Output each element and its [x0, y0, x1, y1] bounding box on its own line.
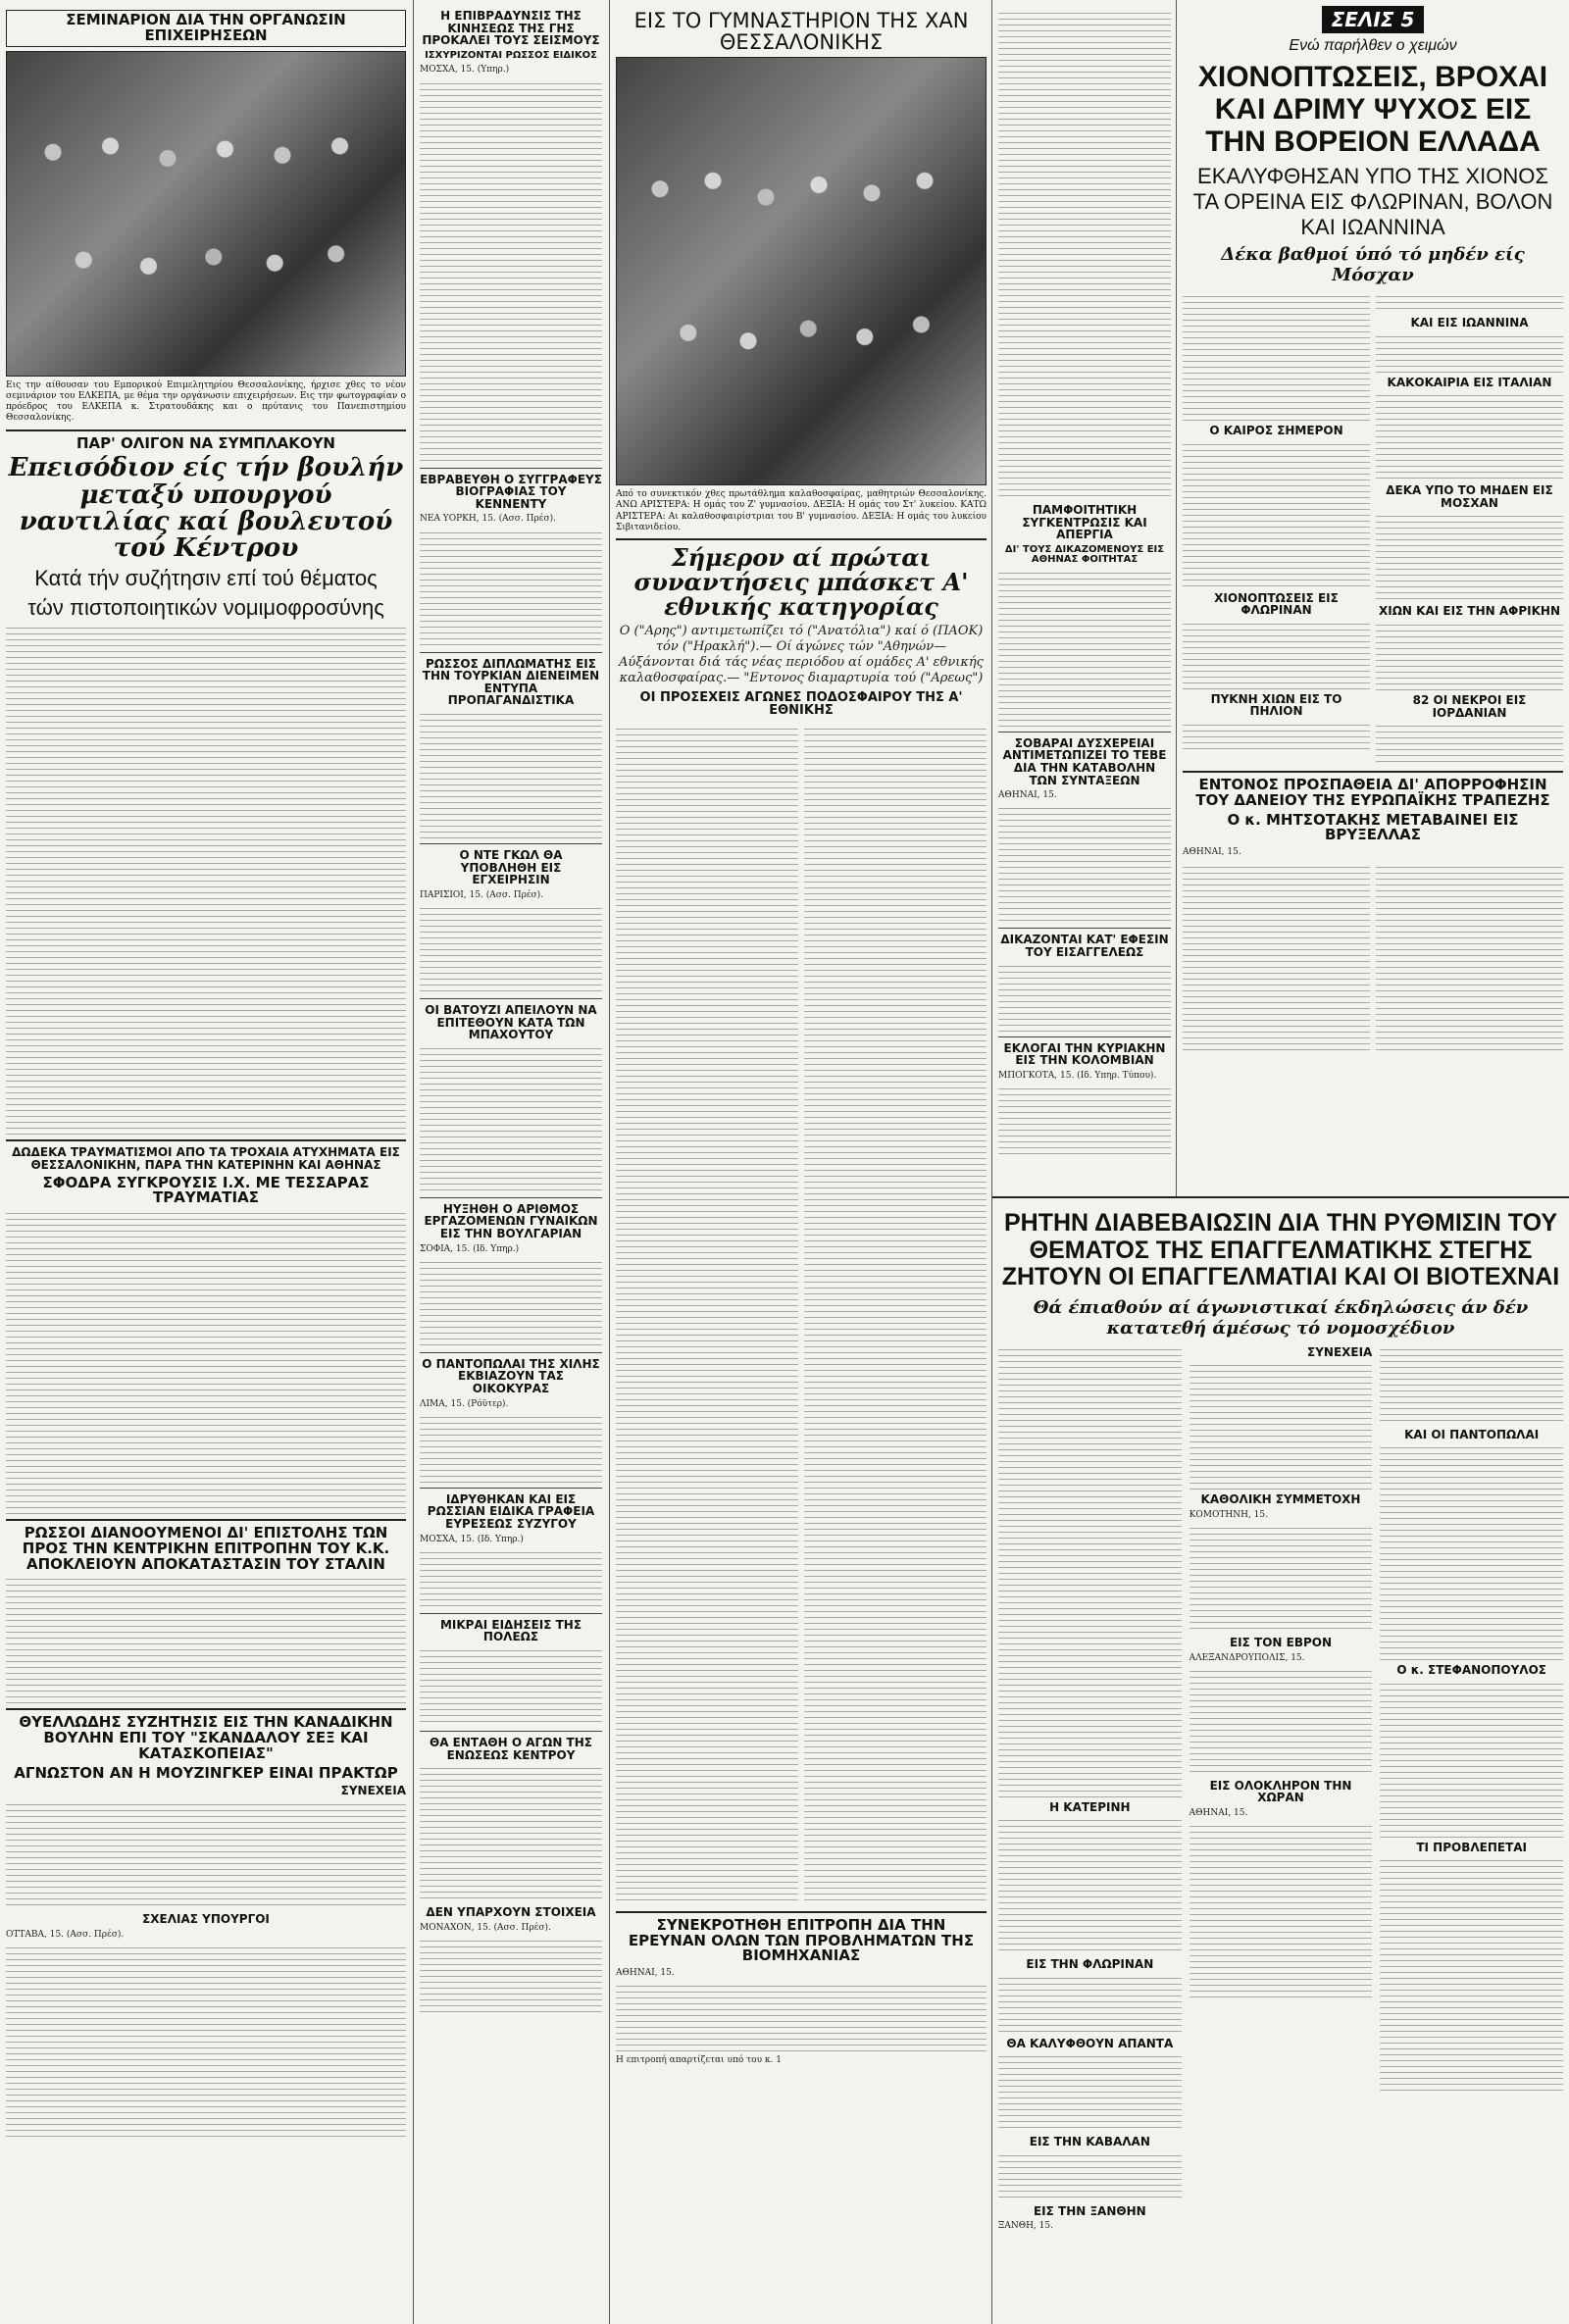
article-text — [420, 1414, 602, 1483]
page-number-logo: ΣΕΛΙΣ 5 — [1322, 6, 1425, 33]
article-text — [420, 1259, 602, 1347]
commission-tail: Η επιτροπή απαρτίζεται υπό του κ. 1 — [616, 2055, 782, 2066]
pelion-snow-head: ΠΥΚΝΗ ΧΙΩΝ ΕΙΣ ΤΟ ΠΗΛΙΟΝ — [1210, 691, 1342, 719]
article-text — [1376, 293, 1563, 313]
basketball-photo — [616, 57, 987, 485]
football-headline: ΟΙ ΠΡΟΣΕΧΕΙΣ ΑΓΩΝΕΣ ΠΟΔΟΣΦΑΙΡΟΥ ΤΗΣ Α' ΕΘΝΙΚΗΣ — [639, 689, 963, 719]
provisions-head: ΤΙ ΠΡΟΒΛΕΠΕΤΑΙ — [1416, 1840, 1528, 1854]
seminar-headline: ΣΕΜΙΝΑΡΙΟΝ ΔΙΑ ΤΗΝ ΟΡΓΑΝΩΣΙΝ ΕΠΙΧΕΙΡΗΣΕΩΝ — [6, 10, 406, 47]
column-5 — [1177, 0, 1569, 1196]
weather-today-head: Ο ΚΑΙΡΟΣ ΣΗΜΕΡΟΝ — [1209, 424, 1343, 437]
colombia-headline: ΕΚΛΟΓΑΙ ΤΗΝ ΚΥΡΙΑΚΗΝ ΕΙΣ ΤΗΝ ΚΟΛΟΜΒΙΑΝ — [1003, 1040, 1166, 1068]
incident-kicker: ΠΑΡ' ΟΛΙΓΟΝ ΝΑ ΣΥΜΠΛΑΚΟΥΝ — [76, 433, 335, 452]
dateline: ΜΟΣΧΑ, 15. (Ιδ. Υπηρ.) — [420, 1534, 524, 1544]
dateline: ΑΘΗΝΑΙ, 15. — [998, 790, 1057, 801]
article-text — [420, 530, 602, 647]
stefanopoulos-head: Ο κ. ΣΤΕΦΑΝΟΠΟΥΛΟΣ — [1396, 1663, 1546, 1678]
italy-head: ΚΑΚΟΚΑΙΡΙΑ ΕΙΣ ΙΤΑΛΙΑΝ — [1387, 375, 1552, 389]
article-text — [1376, 723, 1563, 762]
canada-subhead: ΑΓΝΩΣΤΟΝ ΑΝ Η ΜΟΥΖΙΝΓΚΕΡ ΕΙΝΑΙ ΠΡΑΚΤΩΡ — [14, 1763, 398, 1782]
article-text — [1376, 333, 1563, 373]
dateline: ΑΘΗΝΑΙ, 15. — [616, 1968, 675, 1979]
snow-subhead: ΕΚΑΛΥΦΘΗΣΑΝ ΥΠΟ ΤΗΣ ΧΙΟΝΟΣ ΤΑ ΟΡΕΙΝΑ ΕΙΣ ΦΛΩΡΙΝΑΝ, ΒΟΛΟΝ ΚΑΙ ΙΩΑΝΝΙΝΑ — [1192, 164, 1553, 239]
diplomat-headline: ΡΩΣΣΟΣ ΔΙΠΛΩΜΑΤΗΣ ΕΙΣ ΤΗΝ ΤΟΥΡΚΙΑΝ ΔΙΕΝΕΙΜΕΝ ΕΝΤΥΠΑ ΠΡΟΠΑΓΑΝΔΙΣΤΙΚΑ — [422, 656, 600, 708]
article-text — [1189, 1362, 1373, 1490]
dateline: ΟΤΤΑΒΑ, 15. (Ασσ. Πρέσ). — [6, 1929, 125, 1940]
moscow-head: ΔΕΚΑ ΥΠΟ ΤΟ ΜΗΔΕΝ ΕΙΣ ΜΟΣΧΑΝ — [1386, 483, 1553, 510]
dateline: ΚΟΜΟΤΗΝΗ, 15. — [1189, 1509, 1268, 1520]
article-text — [998, 2053, 1182, 2132]
article-text — [1189, 1668, 1373, 1776]
evros-head: ΕΙΣ ΤΟΝ ΕΒΡΟΝ — [1229, 1635, 1333, 1649]
center-headline: ΘΑ ΕΝΤΑΘΗ Ο ΑΓΩΝ ΤΗΣ ΕΝΩΣΕΩΣ ΚΕΝΤΡΟΥ — [430, 1736, 592, 1762]
article-text — [1183, 293, 1370, 421]
moscow-subhead: Δέκα βαθμοί ύπό τό μηδέν είς Μόσχαν — [1221, 244, 1525, 285]
article-text — [804, 726, 987, 1902]
grocers-head: ΚΑΙ ΟΙ ΠΑΝΤΟΠΩΛΑΙ — [1404, 1427, 1540, 1441]
katerini-head: Η ΚΑΤΕΡΙΝΗ — [1049, 1799, 1131, 1814]
dateline: ΠΑΡΙΣΙΟΙ, 15. (Ασσ. Πρέσ). — [420, 889, 544, 900]
article-text — [6, 1210, 406, 1514]
incident-subhead: Κατά τήν συζήτησιν επί τού θέματος — [34, 566, 378, 591]
dateline: ΜΠΟΓΚΟΤΑ, 15. (Ιδ. Υπηρ. Τύπου). — [998, 1070, 1157, 1081]
incident-subhead-2: τών πιστοποιητικών νομιμοφροσύνης — [27, 595, 384, 621]
chile-headline: Ο ΠΑΝΤΟΠΩΛΑΙ ΤΗΣ ΧΙΛΗΣ ΕΚΒΙΑΖΟΥΝ ΤΑΣ ΟΙΚΟΚΥΡΑΣ — [422, 1356, 600, 1395]
appeal-headline: ΔΙΚΑΖΟΝΤΑΙ ΚΑΤ' ΕΦΕΣΙΝ ΤΟΥ ΕΙΣΑΓΓΕΛΕΩΣ — [1000, 933, 1169, 959]
article-text — [1380, 1346, 1563, 1425]
whole-country-head: ΕΙΣ ΟΛΟΚΛΗΡΟΝ ΤΗΝ ΧΩΡΑΝ — [1209, 1778, 1352, 1805]
dateline: ΜΟΣΧΑ, 15. (Υπηρ.) — [420, 65, 510, 76]
africa-head: ΧΙΩΝ ΚΑΙ ΕΙΣ ΤΗΝ ΑΦΡΙΚΗΝ — [1379, 604, 1560, 619]
continued-label: ΣΥΝΕΧΕΙΑ — [340, 1784, 406, 1798]
kavala-head: ΕΙΣ ΤΗΝ ΚΑΒΑΛΑΝ — [1029, 2135, 1150, 2149]
article-text — [998, 2152, 1182, 2201]
loan-subhead: Ο κ. ΜΗΤΣΟΤΑΚΗΣ ΜΕΤΑΒΑΙΝΕΙ ΕΙΣ ΒΡΥΞΕΛΛΑΣ — [1227, 810, 1519, 844]
article-text — [6, 1801, 406, 1909]
florina-head: ΕΙΣ ΤΗΝ ΦΛΩΡΙΝΑΝ — [1026, 1957, 1154, 1972]
seminar-caption: Εις την αίθουσαν του Εμπορικού Επιμελητηρίου Θεσσαλονίκης, ήρχισε χθες το νέον σεμινάριον του ΕΛΚΕΠΑ, με θέμα την οργάνωσιν επιχειρήσεων. Εις την φωτογραφίαν ο πρόεδρος του ΕΛΚΕΠΑ κ. Στρατουδάκης και ο πρύτανις του Πανεπιστημίου Θεσσαλονίκης. — [6, 379, 406, 424]
batouzi-headline: ΟΙ ΒΑΤΟΥΖΙ ΑΠΕΙΛΟΥΝ ΝΑ ΕΠΙΤΕΘΟΥΝ ΚΑΤΑ ΤΩΝ ΜΠΑΧΟΥΤΟΥ — [425, 1002, 597, 1042]
article-text — [420, 80, 602, 463]
article-text — [6, 1945, 406, 2141]
weather-kicker: Ενώ παρήλθεν ο χειμών — [1289, 37, 1457, 54]
xanthi-head: ΕΙΣ ΤΗΝ ΞΑΝΘΗΝ — [1033, 2203, 1146, 2218]
canada-headline: ΘΥΕΛΛΩΔΗΣ ΣΥΖΗΤΗΣΙΣ ΕΙΣ ΤΗΝ ΚΑΝΑΔΙΚΗΝ ΒΟΥΛΗΝ ΕΠΙ ΤΟΥ "ΣΚΑΝΔΑΛΟΥ ΣΕΞ ΚΑΙ ΚΑΤΑΣΚΟΠΕΙΑΣ" — [19, 1713, 393, 1762]
article-text — [998, 570, 1171, 727]
article-text — [998, 1346, 1182, 1797]
seminar-photo — [6, 51, 406, 377]
participation-head: ΚΑΘΟΛΙΚΗ ΣΥΜΜΕΤΟΧΗ — [1200, 1492, 1361, 1507]
column-2 — [414, 0, 608, 2324]
column-1 — [0, 0, 412, 2324]
article-text — [1376, 622, 1563, 690]
article-text — [1183, 621, 1370, 689]
article-text — [1189, 1525, 1373, 1633]
continued-label: ΣΥΝΕΧΕΙΑ — [1307, 1344, 1373, 1359]
dateline: ΣΟΦΙΑ, 15. (Ιδ. Υπηρ.) — [420, 1243, 520, 1254]
article-text — [998, 1086, 1171, 1154]
article-text — [998, 1975, 1182, 2034]
students-subhead: ΔΙ' ΤΟΥΣ ΔΙΚΑΖΟΜΕΝΟΥΣ ΕΙΣ ΑΘΗΝΑΣ ΦΟΙΤΗΤΑΣ — [1004, 543, 1165, 566]
article-text — [998, 1817, 1182, 1954]
gym-headline: ΕΙΣ ΤΟ ΓΥΜΝΑΣΤΗΡΙΟΝ ΤΗΣ ΧΑΝ ΘΕΣΣΑΛΟΝΙΚΗΣ — [633, 9, 969, 55]
dateline: ΝΕΑ ΥΟΡΚΗ, 15. (Ασσ. Πρέσ). — [420, 514, 556, 525]
quake-subhead: ΙΣΧΥΡΙΖΟΝΤΑΙ ΡΩΣΣΟΣ ΕΙΔΙΚΟΣ — [425, 49, 597, 61]
article-text — [1183, 722, 1370, 751]
article-text — [616, 1983, 987, 2051]
article-text — [1183, 864, 1370, 1050]
coverage-head: ΘΑ ΚΑΛΥΦΘΟΥΝ ΑΠΑΝΤΑ — [1006, 2036, 1174, 2050]
russians-headline: ΡΩΣΣΟΙ ΔΙΑΝΟΟΥΜΕΝΟΙ ΔΙ' ΕΠΙΣΤΟΛΗΣ ΤΩΝ ΠΡΟΣ ΤΗΝ ΚΕΝΤΡΙΚΗΝ ΕΠΙΤΡΟΠΗΝ ΤΟΥ Κ.Κ. ΑΠΟΚΛΕΙΟΥΝ ΑΠΟΚΑΤΑΣΤΑΣΙΝ ΤΟΥ ΣΤΑΛΙΝ — [22, 1524, 390, 1573]
collision-headline: ΣΦΟΔΡΑ ΣΥΓΚΡΟΥΣΙΣ Ι.Χ. ΜΕ ΤΕΣΣΑΡΑΣ ΤΡΑΥΜΑΤΙΑΣ — [42, 1173, 370, 1207]
basketball-subhead: Ο ("Αρης") αντιμετωπίζει τό ("Ανατόλια") καί ό (ΠΑΟΚ) τόν ("Ηρακλή").— Οί άγώνες τών "Αθηνών— Αύξάνονται διά τάς νέας περιόδου αί ομάδες Α' εθνικής καλαθοσφαίρας.— "Εντονος διαμαρτυρία τού ("Αρεως") — [619, 623, 984, 686]
article-text — [1183, 441, 1370, 588]
dateline: ΑΘΗΝΑΙ, 15. — [1183, 847, 1241, 858]
accidents-headline: ΔΩΔΕΚΑ ΤΡΑΥΜΑΤΙΣΜΟΙ ΑΠΟ ΤΑ ΤΡΟΧΑΙΑ ΑΤΥΧΗΜΑΤΑ ΕΙΣ ΘΕΣΣΑΛΟΝΙΚΗΝ, ΠΑΡΑ ΤΗΝ ΚΑΤΕΡΙΝΗΝ ΚΑΙ ΑΘΗΝΑΣ — [12, 1145, 400, 1173]
article-text — [1376, 392, 1563, 480]
basketball-headline: Σήμερον αί πρώται συναντήσεις μπάσκετ Α' εθνικής κατηγορίας — [633, 543, 969, 622]
snow-headline: ΧΙΟΝΟΠΤΩΣΕΙΣ, ΒΡΟΧΑΙ ΚΑΙ ΔΡΙΜΥ ΨΥΧΟΣ ΕΙΣ ΤΗΝ ΒΟΡΕΙΟΝ ΕΛΛΑΔΑ — [1197, 61, 1548, 158]
article-text — [1380, 1857, 1563, 2093]
article-text — [998, 805, 1171, 923]
incident-headline: Επεισόδιον είς τήν βουλήν μεταξύ υπουργού ναυτιλίας καί βουλευτού τού Κέντρου — [8, 453, 404, 564]
article-text — [1380, 1681, 1563, 1838]
loan-headline: ΕΝΤΟΝΟΣ ΠΡΟΣΠΑΘΕΙΑ ΔΙ' ΑΠΟΡΡΟΦΗΣΙΝ ΤΟΥ ΔΑΝΕΙΟΥ ΤΗΣ ΕΥΡΩΠΑΪΚΗΣ ΤΡΑΠΕΖΗΣ — [1195, 776, 1550, 809]
bulgaria-headline: ΗΥΞΗΘΗ Ο ΑΡΙΘΜΟΣ ΕΡΓΑΖΟΜΕΝΩΝ ΓΥΝΑΙΚΩΝ ΕΙΣ ΤΗΝ ΒΟΥΛΓΑΡΙΑΝ — [424, 1201, 598, 1240]
degaulle-headline: Ο ΝΤΕ ΓΚΩΛ ΘΑ ΥΠΟΒΛΗΘΗ ΕΙΣ ΕΓΧΕΙΡΗΣΙΝ — [459, 847, 563, 887]
minister-subhead: ΣΧΕΛΙΑΣ ΥΠΟΥΡΓΟΙ — [142, 1911, 270, 1926]
article-text — [420, 1647, 602, 1726]
column-3 — [610, 0, 992, 2324]
article-text — [420, 1938, 602, 2016]
article-text — [998, 963, 1171, 1032]
industry-commission-headline: ΣΥΝΕΚΡΟΤΗΘΗ ΕΠΙΤΡΟΠΗ ΔΙΑ ΤΗΝ ΕΡΕΥΝΑΝ ΟΛΩΝ ΤΩΝ ΠΡΟΒΛΗΜΑΤΩΝ ΤΗΣ ΒΙΟΜΗΧΑΝΙΑΣ — [628, 1915, 975, 1965]
no-data-subhead: ΔΕΝ ΥΠΑΡΧΟΥΝ ΣΤΟΙΧΕΙΑ — [426, 1905, 596, 1920]
city-news-headline: ΜΙΚΡΑΙ ΕΙΔΗΣΕΙΣ ΤΗΣ ΠΟΛΕΩΣ — [439, 1617, 582, 1644]
article-text — [420, 1045, 602, 1192]
article-text — [1380, 1444, 1563, 1660]
dateline: ΑΛΕΞΑΝΔΡΟΥΠΟΛΙΣ, 15. — [1189, 1652, 1305, 1663]
teve-headline: ΣΟΒΑΡΑΙ ΔΥΣΧΕΡΕΙΑΙ ΑΝΤΙΜΕΤΩΠΙΖΕΙ ΤΟ ΤΕΒΕ ΔΙΑ ΤΗΝ ΚΑΤΑΒΟΛΗΝ ΤΩΝ ΣΥΝΤΑΞΕΩΝ — [1002, 735, 1167, 787]
dateline: ΑΘΗΝΑΙ, 15. — [1189, 1807, 1248, 1818]
article-text — [420, 1549, 602, 1608]
russia-agency-headline: ΙΔΡΥΘΗΚΑΝ ΚΑΙ ΕΙΣ ΡΩΣΣΙΑΝ ΕΙΔΙΚΑ ΓΡΑΦΕΙΑ ΕΥΡΕΣΕΩΣ ΣΥΖΥΓΟΥ — [427, 1491, 595, 1531]
jordan-head: 82 ΟΙ ΝΕΚΡΟΙ ΕΙΣ ΙΟΡΔΑΝΙΑΝ — [1412, 692, 1527, 720]
article-text — [616, 726, 798, 1902]
article-text — [6, 625, 406, 1135]
article-text — [998, 10, 1171, 500]
article-text — [6, 1576, 406, 1703]
dateline: ΞΑΝΘΗ, 15. — [998, 2221, 1053, 2232]
quake-headline: Η ΕΠΙΒΡΑΔΥΝΣΙΣ ΤΗΣ ΚΙΝΗΣΕΩΣ ΤΗΣ ΓΗΣ ΠΡΟΚΑΛΕΙ ΤΟΥΣ ΣΕΙΣΜΟΥΣ — [422, 9, 600, 48]
housing-banner-block — [992, 1196, 1569, 2324]
ioannina-head: ΚΑΙ ΕΙΣ ΙΩΑΝΝΙΝΑ — [1410, 316, 1529, 329]
housing-headline: ΡΗΤΗΝ ΔΙΑΒΕΒΑΙΩΣΙΝ ΔΙΑ ΤΗΝ ΡΥΘΜΙΣΙΝ ΤΟΥ ΘΕΜΑΤΟΣ ΤΗΣ ΕΠΑΓΓΕΛΜΑΤΙΚΗΣ ΣΤΕΓΗΣ ΖΗΤΟΥΝ ΟΙ ΕΠΑΓΓΕΛΜΑΤΙΑΙ ΚΑΙ ΟΙ ΒΙΟΤΕΧΝΑΙ — [1001, 1209, 1560, 1290]
article-text — [1189, 1823, 1373, 1999]
article-text — [420, 905, 602, 993]
kennedy-headline: ΕΒΡΑΒΕΥΘΗ Ο ΣΥΓΓΡΑΦΕΥΣ ΒΙΟΓΡΑΦΙΑΣ ΤΟΥ ΚΕΝΝΕΝΤΥ — [420, 472, 602, 511]
dateline: ΜΟΝΑΧΟΝ, 15. (Ασσ. Πρέσ). — [420, 1922, 551, 1933]
article-text — [1376, 864, 1563, 1050]
article-text — [420, 711, 602, 838]
dateline: ΛΙΜΑ, 15. (Ρόϋτερ). — [420, 1398, 509, 1409]
article-text — [420, 1765, 602, 1902]
article-text — [1376, 513, 1563, 601]
gym-caption: Από το συνεκτικόν χθες πρωτάθλημα καλαθοσφαίρας, μαθητριών Θεσσαλονίκης. ΑΝΩ ΑΡΙΣΤΕΡΑ: Η ομάς του Ζ' γυμνασίου. ΔΕΞΙΑ: Η ομάς του Στ' λυκείου. ΚΑΤΩ ΑΡΙΣΤΕΡΑ: Αι καλαθοσφαιρίστριαι του Β' γυμνασίου. ΔΕΞΙΑ: Η ομάς του λυκείου Σιβιτανιδείου. — [616, 489, 987, 532]
florina-snow-head: ΧΙΟΝΟΠΤΩΣΕΙΣ ΕΙΣ ΦΛΩΡΙΝΑΝ — [1214, 590, 1339, 618]
students-headline: ΠΑΜΦΟΙΤΗΤΙΚΗ ΣΥΓΚΕΝΤΡΩΣΙΣ ΚΑΙ ΑΠΕΡΓΙΑ — [1022, 503, 1147, 542]
housing-subhead: Θά έπιαθούν αί άγωνιστικαί έκδηλώσεις άν δέν κατατεθή άμέσως τό νομοσχέδιον — [1033, 1296, 1529, 1339]
